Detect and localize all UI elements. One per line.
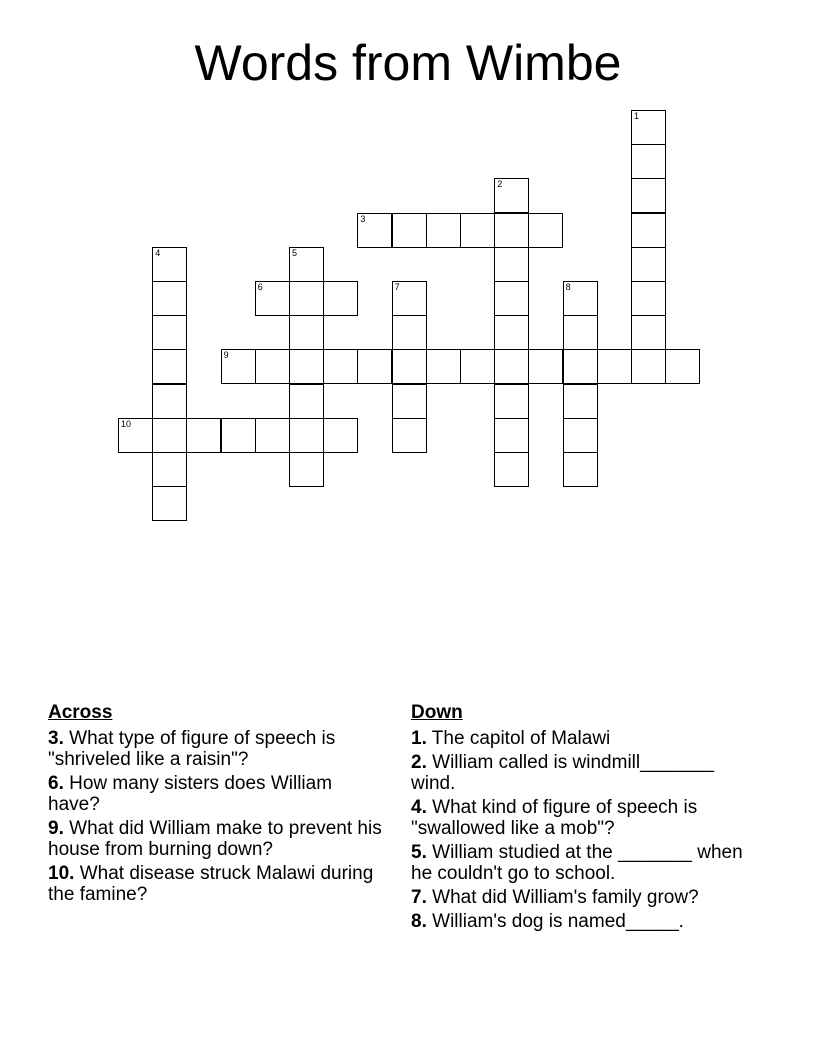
crossword-cell[interactable] — [289, 349, 324, 384]
puzzle-title: Words from Wimbe — [194, 35, 622, 91]
crossword-cell[interactable] — [323, 281, 358, 316]
crossword-cell[interactable] — [152, 452, 187, 487]
crossword-cell[interactable] — [563, 315, 598, 350]
clue-text: What disease struck Malawi during the famine? — [48, 863, 374, 905]
crossword-cell[interactable] — [152, 384, 187, 419]
clue-number: 7. — [411, 887, 427, 908]
crossword-cell[interactable] — [460, 213, 495, 248]
crossword-cell[interactable] — [118, 418, 153, 453]
crossword-cell[interactable] — [426, 349, 461, 384]
crossword-cell[interactable] — [289, 384, 324, 419]
cell-number: 1 — [634, 111, 640, 121]
crossword-cell[interactable] — [392, 315, 427, 350]
clue-text: William called is windmill_______ wind. — [411, 752, 715, 794]
down-heading: Down — [411, 702, 463, 723]
crossword-cell[interactable] — [563, 384, 598, 419]
cell-number: 7 — [394, 282, 400, 292]
crossword-cell[interactable] — [392, 213, 427, 248]
down-clue — [411, 842, 761, 884]
crossword-cell[interactable] — [426, 213, 461, 248]
across-clue — [48, 773, 388, 815]
crossword-cell[interactable] — [392, 349, 427, 384]
crossword-cell[interactable] — [152, 418, 187, 453]
clue-number: 5. — [411, 842, 427, 863]
crossword-cell[interactable] — [152, 247, 187, 282]
crossword-cell[interactable] — [631, 349, 666, 384]
down-clue — [411, 911, 761, 932]
crossword-cell[interactable] — [528, 213, 563, 248]
crossword-cell[interactable] — [152, 349, 187, 384]
crossword-cell[interactable] — [255, 281, 290, 316]
crossword-cell[interactable] — [221, 418, 256, 453]
across-clue — [48, 728, 388, 770]
clue-text: What kind of figure of speech is "swallowed like a mob"? — [411, 797, 698, 839]
crossword-cell[interactable] — [631, 213, 666, 248]
crossword-cell[interactable] — [357, 213, 392, 248]
crossword-cell[interactable] — [255, 418, 290, 453]
cell-number: 5 — [292, 247, 298, 258]
cell-number: 3 — [360, 213, 366, 224]
crossword-cell[interactable] — [563, 418, 598, 453]
crossword-cell[interactable] — [289, 315, 324, 350]
crossword-cell[interactable] — [186, 418, 221, 453]
crossword-cell[interactable] — [631, 281, 666, 316]
clue-number: 10. — [48, 863, 75, 884]
crossword-cell[interactable] — [392, 384, 427, 419]
crossword-cell[interactable] — [563, 349, 598, 384]
crossword-cell[interactable] — [152, 315, 187, 350]
clue-text: How many sisters does William have? — [48, 773, 333, 815]
across-heading: Across — [48, 702, 113, 723]
clue-text: What did William's family grow? — [426, 887, 699, 908]
crossword-cell[interactable] — [152, 486, 187, 521]
crossword-cell[interactable] — [494, 281, 529, 316]
crossword-cell[interactable] — [289, 452, 324, 487]
crossword-cell[interactable] — [597, 349, 632, 384]
clue-text: What did William make to prevent his house from burning down? — [48, 818, 382, 860]
across-clue — [48, 863, 388, 905]
crossword-cell[interactable] — [323, 418, 358, 453]
crossword-cell[interactable] — [494, 452, 529, 487]
crossword-cell[interactable] — [494, 384, 529, 419]
clue-text: William's dog is named_____. — [426, 911, 684, 932]
crossword-cell[interactable] — [494, 349, 529, 384]
clue-number: 2. — [411, 752, 427, 773]
crossword-cell[interactable] — [494, 315, 529, 350]
cell-number: 10 — [121, 418, 132, 429]
crossword-cell[interactable] — [357, 349, 392, 384]
crossword-cell[interactable] — [563, 452, 598, 487]
crossword-cell[interactable] — [289, 281, 324, 316]
crossword-cell[interactable] — [631, 315, 666, 350]
crossword-cell[interactable] — [392, 281, 427, 316]
crossword-cell[interactable] — [255, 349, 290, 384]
crossword-cell[interactable] — [631, 247, 666, 282]
clue-number: 1. — [411, 728, 427, 749]
crossword-cell[interactable] — [563, 281, 598, 316]
crossword-cell[interactable] — [631, 178, 666, 213]
crossword-cell[interactable] — [665, 349, 700, 384]
down-clue — [411, 887, 761, 908]
down-clue — [411, 752, 761, 794]
down-clue — [411, 797, 761, 839]
cell-number: 6 — [257, 282, 263, 292]
cell-number: 4 — [155, 247, 161, 258]
across-clue — [48, 818, 388, 860]
cell-number: 8 — [565, 282, 571, 292]
clue-text: William studied at the _______ when he couldn't go to school. — [411, 842, 743, 884]
crossword-cell[interactable] — [323, 349, 358, 384]
crossword-cell[interactable] — [631, 110, 666, 145]
crossword-cell[interactable] — [494, 178, 529, 213]
down-clue — [411, 728, 761, 749]
across-clues — [48, 702, 388, 908]
clue-number: 9. — [48, 818, 64, 839]
down-clues — [411, 702, 761, 935]
clue-number: 8. — [411, 911, 427, 932]
clue-number: 4. — [411, 797, 427, 818]
clue-number: 3. — [48, 728, 64, 749]
crossword-cell[interactable] — [289, 247, 324, 282]
crossword-cell[interactable] — [221, 349, 256, 384]
clue-number: 6. — [48, 773, 64, 794]
crossword-cell[interactable] — [494, 418, 529, 453]
cell-number: 9 — [223, 350, 229, 361]
crossword-cell[interactable] — [460, 349, 495, 384]
clue-text: What type of figure of speech is "shriveled like a raisin"? — [48, 728, 336, 770]
crossword-cell[interactable] — [494, 247, 529, 282]
crossword-cell[interactable] — [528, 349, 563, 384]
crossword-cell[interactable] — [152, 281, 187, 316]
crossword-cell[interactable] — [494, 213, 529, 248]
crossword-cell[interactable] — [289, 418, 324, 453]
cell-number: 2 — [497, 179, 503, 190]
crossword-cell[interactable] — [392, 418, 427, 453]
clue-text: The capitol of Malawi — [426, 728, 611, 749]
crossword-cell[interactable] — [631, 144, 666, 179]
